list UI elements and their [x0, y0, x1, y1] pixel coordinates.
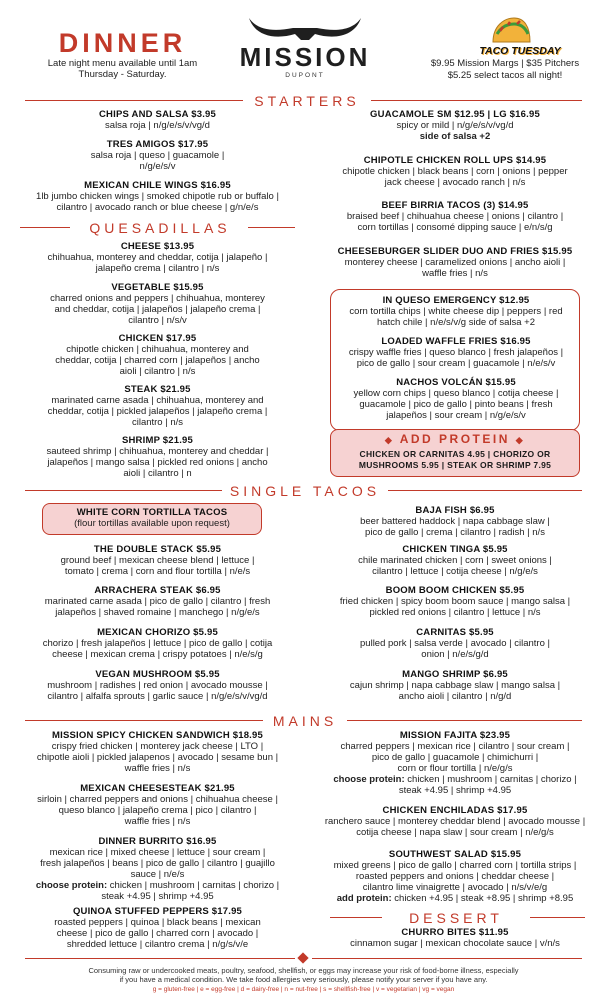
section-starters: [25, 93, 582, 107]
item-desc: jalapeños | shaved romaine | manchego | n/g/e/s: [55, 607, 260, 618]
dietary-legend: g = gluten-free | e = egg-free | d = dairy-free | n = nut-free | s = shellfish-free | v = vegetarian | vg = vegan: [152, 986, 455, 993]
section-title: QUESADILLAS: [89, 220, 231, 236]
item-desc: roasted peppers and onions | cheddar cheese |: [355, 871, 555, 882]
item-name: LOADED WAFFLE FRIES $16.95: [381, 336, 531, 347]
choose-options: chicken | mushroom | carnitas | chorizo |: [107, 880, 280, 891]
item-name: ARRACHERA STEAK $6.95: [94, 585, 221, 596]
item-desc: corn tortilla chips | white cheese dip | peppers | red: [349, 306, 563, 317]
item-desc: chile marinated chicken | corn | sweet onions |: [358, 555, 552, 566]
item-desc: tomato | crema | corn and flour tortilla | n/e/s: [64, 566, 251, 577]
item-desc: waffle fries | n/s: [124, 763, 191, 774]
item-desc: shredded lettuce | cilantro crema | n/g/s/v/e: [66, 939, 249, 950]
footer-divider-right: [312, 958, 582, 959]
item-desc: fried chicken | spicy boom boom sauce | mango salsa |: [339, 596, 571, 607]
choose-options-line2: steak +4.95 | shrimp +4.95: [398, 785, 512, 796]
choose-options-line2: steak +4.95 | shrimp +4.95: [101, 891, 214, 902]
tortilla-note-sub: (flour tortillas available upon request): [74, 518, 230, 529]
menu-item: [15, 906, 300, 950]
choose-label: add protein:: [336, 893, 392, 904]
item-desc: corn or flour tortilla | n/e/g/s: [397, 763, 513, 774]
menu-item: [315, 544, 595, 577]
item-desc: cheddar, cotija | charred corn | jalapeños | ancho: [55, 355, 260, 366]
item-desc: cilantro | alfalfa sprouts | garlic sauce | n/g/e/s/v/vg/d: [47, 691, 268, 702]
taco-icon: [490, 14, 532, 46]
item-name: CHURRO BITES $11.95: [401, 927, 509, 938]
item-desc: crispy waffle fries | queso blanco | fresh jalapeños |: [348, 347, 564, 358]
item-desc: ancho aioli | cilantro | n/g/d: [398, 691, 512, 702]
item-name: MEXICAN CHILE WINGS $16.95: [84, 180, 231, 191]
menu-item: [15, 435, 300, 479]
item-desc: and cheddar, cotija | jalapeños | jalapeño crema |: [54, 304, 261, 315]
item-name: THE DOUBLE STACK $5.95: [93, 544, 222, 555]
item-desc: pulled pork | salsa verde | avocado | cilantro |: [360, 638, 550, 649]
item-desc: jack cheese | avocado ranch | n/s: [384, 177, 526, 188]
item-desc: pico de gallo | guacamole | chimichurri |: [371, 752, 539, 763]
item-desc: ranchero sauce | monterey cheddar blend | avocado mousse |: [324, 816, 586, 827]
item-name: VEGAN MUSHROOM $5.95: [95, 669, 220, 680]
item-desc: cilantro | avocado ranch or blue cheese | g/n/e/s: [56, 202, 259, 213]
menu-item: [315, 200, 595, 233]
item-desc: pico de gallo | sour cream | guacamole | n/e/s/v: [356, 358, 556, 369]
item-desc: cilantro | n/s: [131, 417, 184, 428]
item-name: BOOM BOOM CHICKEN $5.95: [385, 585, 525, 596]
menu-item: [15, 836, 300, 902]
page-title: DINNER: [58, 28, 187, 58]
logo-sub: DUPONT: [285, 72, 325, 79]
item-name: MISSION SPICY CHICKEN SANDWICH $18.95: [52, 730, 263, 741]
item-name: CHICKEN ENCHILADAS $17.95: [382, 805, 528, 816]
tortilla-note: [42, 507, 262, 529]
menu-item: [15, 783, 300, 827]
section-mains: [25, 713, 582, 727]
footer-divider-left: [25, 958, 295, 959]
taco-tuesday-title: TACO TUESDAY: [479, 45, 561, 57]
item-desc: spicy or mild | n/g/e/s/v/vg/d: [396, 120, 514, 131]
item-desc: onion | n/e/s/g/d: [421, 649, 489, 660]
item-desc: n/g/e/s/v: [139, 161, 176, 172]
section-title: MAINS: [272, 713, 338, 729]
item-choose: [15, 880, 300, 891]
tortilla-note-title: WHITE CORN TORTILLA TACOS: [76, 507, 228, 518]
item-desc: cajun shrimp | napa cabbage slaw | mango salsa |: [349, 680, 561, 691]
add-protein-label: ADD PROTEIN: [399, 432, 510, 446]
item-name: MEXICAN CHORIZO $5.95: [97, 627, 218, 638]
taco-tuesday-details: [410, 58, 600, 82]
item-desc: cinnamon sugar | mexican chocolate sauce | v/n/s: [350, 938, 560, 949]
item-desc: charred onions and peppers | chihuahua, monterey: [50, 293, 265, 304]
menu-item: [15, 333, 300, 377]
item-desc: waffle fries | n/s: [124, 816, 191, 827]
item-desc: charred peppers | mexican rice | cilantro | sour cream |: [340, 741, 570, 752]
item-desc: mixed greens | pico de gallo | charred corn | tortilla strips |: [333, 860, 577, 871]
item-name: VEGETABLE $15.95: [111, 282, 204, 293]
item-desc: hatch chile | n/e/s/v/g side of salsa +2: [377, 317, 535, 328]
item-desc: cheese | mexican crema | crispy potatoes | n/e/s/g: [52, 649, 263, 660]
section-title: SINGLE TACOS: [229, 483, 381, 499]
menu-item: [15, 669, 300, 702]
menu-item: [15, 384, 300, 428]
choose-options: chicken | mushroom | carnitas | chorizo |: [404, 774, 577, 785]
add-protein-line2: MUSHROOMS 5.95 | STEAK OR SHRIMP 7.95: [358, 460, 552, 470]
late-night-note: [25, 58, 220, 80]
item-desc: chipotle chicken | chihuahua, monterey and: [66, 344, 249, 355]
menu-item: [315, 927, 595, 949]
menu-item: [15, 180, 300, 213]
section-single-tacos: [25, 483, 582, 497]
late-night-line2: Thursday - Saturday.: [78, 69, 167, 80]
logo-name: MISSION: [239, 42, 371, 72]
item-name: BAJA FISH $6.95: [415, 505, 495, 516]
section-quesadillas: [20, 220, 295, 234]
item-name: SOUTHWEST SALAD $15.95: [388, 849, 522, 860]
choose-label: choose protein:: [35, 880, 108, 891]
item-desc: crispy fried chicken | monterey jack cheese | LTO |: [51, 741, 264, 752]
item-name: MISSION FAJITA $23.95: [399, 730, 511, 741]
item-desc: beer battered haddock | napa cabbage slaw |: [360, 516, 550, 527]
add-protein-options: [330, 449, 580, 471]
item-desc: jalapeños | sour cream | n/g/e/s/v: [386, 410, 526, 421]
item-name: SHRIMP $21.95: [121, 435, 194, 446]
item-desc: sirloin | charred peppers and onions | chihuahua cheese |: [37, 794, 278, 805]
item-desc: aioli | cilantro | n: [123, 468, 192, 479]
item-name: MEXICAN CHEESESTEAK $21.95: [80, 783, 235, 794]
item-desc: pico de gallo | crema | cilantro | radish | n/s: [365, 527, 545, 538]
item-desc: cotija cheese | napa slaw | sour cream | n/e/g/s: [356, 827, 554, 838]
menu-item: [332, 336, 580, 369]
menu-item: [315, 246, 595, 279]
item-name: CHIPS AND SALSA $3.95: [99, 109, 216, 120]
item-desc: 1lb jumbo chicken wings | smoked chipotle rub or buffalo |: [36, 191, 279, 202]
item-extra: side of salsa +2: [419, 131, 491, 142]
item-name: QUINOA STUFFED PEPPERS $17.95: [72, 906, 243, 917]
menu-item: [315, 627, 595, 660]
item-desc: chorizo | fresh jalapeños | lettuce | pico de gallo | cotija: [42, 638, 273, 649]
section-dessert: [330, 910, 585, 924]
menu-item: [15, 282, 300, 326]
add-protein-line1: CHICKEN OR CARNITAS 4.95 | CHORIZO OR: [359, 449, 551, 459]
menu-item: [315, 109, 595, 142]
item-choose: [315, 893, 595, 904]
disclaimer-line1: Consuming raw or undercooked meats, poultry, seafood, shellfish, or eggs may increase your risk of food-borne illness, especially: [88, 966, 519, 975]
item-name: CHICKEN $17.95: [118, 333, 197, 344]
late-night-line1: Late night menu available until 1am: [47, 58, 198, 69]
item-desc: aioli | cilantro | n/s: [119, 366, 196, 377]
item-desc: chihuahua, monterey and cheddar, cotija | jalapeño |: [47, 252, 268, 263]
item-name: DINNER BURRITO $16.95: [98, 836, 217, 847]
item-desc: sauce | n/e/s: [130, 869, 185, 880]
item-desc: sauteed shrimp | chihuahua, monterey and cheddar |: [46, 446, 269, 457]
menu-item: [332, 377, 580, 421]
item-desc: chipotle chicken | black beans | corn | onions | pepper: [342, 166, 568, 177]
item-name: STEAK $21.95: [124, 384, 191, 395]
item-desc: fresh jalapeños | beans | pico de gallo | cilantro | guajillo: [40, 858, 275, 869]
diamond-icon: [297, 952, 308, 963]
menu-item: [15, 109, 300, 131]
menu-item: [315, 849, 595, 904]
item-name: IN QUESO EMERGENCY $12.95: [382, 295, 530, 306]
item-desc: salsa roja | n/g/e/s/v/vg/d: [105, 120, 210, 131]
item-name: CHEESE $13.95: [120, 241, 195, 252]
menu-item: [315, 669, 595, 702]
item-desc: waffle fries | n/s: [422, 268, 488, 279]
item-desc: chipotle aioli | pickled jalapenos | avocado | sesame bun |: [36, 752, 279, 763]
section-title: STARTERS: [254, 93, 360, 109]
menu-item: [315, 730, 595, 796]
item-desc: braised beef | chihuahua cheese | onions | cilantro |: [346, 211, 564, 222]
add-protein-title: ◆ ADD PROTEIN ◆: [384, 432, 526, 446]
item-desc: guacamole | pico de gallo | pinto beans | fresh: [359, 399, 553, 410]
menu-item: [15, 585, 300, 618]
item-desc: mushroom | radishes | red onion | avocado mousse |: [47, 680, 268, 691]
menu-item: [15, 627, 300, 660]
item-desc: yellow corn chips | queso blanco | cotija cheese |: [353, 388, 559, 399]
disclaimer-line2: if you have a medical condition. We take food allergies very seriously, please notify your server if you have any.: [119, 975, 488, 984]
item-name: NACHOS VOLCÁN $15.95: [396, 377, 516, 388]
item-desc: jalapeños | mango salsa | pickled red onions | ancho: [47, 457, 268, 468]
item-desc: ground beef | mexican cheese blend | lettuce |: [60, 555, 255, 566]
menu-item: [315, 805, 595, 838]
item-name: CHEESEBURGER SLIDER DUO AND FRIES $15.95: [337, 246, 573, 257]
item-name: MANGO SHRIMP $6.95: [402, 669, 508, 680]
item-desc: jalapeño crema | cilantro | n/s: [95, 263, 220, 274]
item-desc: cheddar, cotija | pickled jalapeños | jalapeño crema |: [47, 406, 268, 417]
menu-item: [315, 155, 595, 188]
item-desc: monterey cheese | caramelized onions | ancho aioli |: [344, 257, 566, 268]
item-name: BEEF BIRRIA TACOS (3) $14.95: [381, 200, 529, 211]
item-name: CHICKEN TINGA $5.95: [402, 544, 508, 555]
item-desc: cilantro | lettuce | cotija cheese | n/g/e/s: [372, 566, 538, 577]
menu-item: [15, 139, 300, 172]
item-name: CARNITAS $5.95: [416, 627, 494, 638]
item-choose: [315, 774, 595, 785]
item-desc: pickled red onions | cilantro | lettuce | n/s: [369, 607, 541, 618]
item-desc: mexican rice | mixed cheese | lettuce | sour cream |: [49, 847, 266, 858]
item-desc: cheese | pico de gallo | charred corn | avocado |: [56, 928, 259, 939]
allergy-disclaimer: [10, 966, 597, 984]
menu-item: [15, 544, 300, 577]
menu-item: [15, 241, 300, 274]
item-desc: cilantro lime vinaigrette | avocado | n/s/v/e/g: [362, 882, 548, 893]
item-desc: cilantro | n/s/v: [128, 315, 187, 326]
choose-label: choose protein:: [333, 774, 405, 785]
taco-tuesday-line1: $9.95 Mission Margs | $35 Pitchers: [430, 58, 580, 69]
item-desc: salsa roja | queso | guacamole |: [90, 150, 225, 161]
menu-item: [332, 295, 580, 328]
item-desc: marinated carne asada | chihuahua, monterey and: [51, 395, 264, 406]
menu-item: [15, 730, 300, 774]
menu-item: [315, 585, 595, 618]
item-name: CHIPOTLE CHICKEN ROLL UPS $14.95: [363, 155, 547, 166]
item-desc: queso blanco | jalapeño crema | pico | cilantro |: [58, 805, 257, 816]
section-title: DESSERT: [409, 910, 503, 926]
taco-tuesday-line2: $5.25 select tacos all night!: [447, 70, 563, 81]
menu-item: [315, 505, 595, 538]
item-desc: corn tortillas | consomé dipping sauce | e/n/s/g: [357, 222, 553, 233]
item-name: GUACAMOLE SM $12.95 | LG $16.95: [370, 109, 540, 120]
item-desc: marinated carne asada | pico de gallo | cilantro | fresh: [44, 596, 271, 607]
choose-options: chicken +4.95 | steak +8.95 | shrimp +8.95: [391, 893, 574, 904]
item-desc: roasted peppers | quinoa | black beans | mexican: [54, 917, 261, 928]
item-name: TRES AMIGOS $17.95: [106, 139, 209, 150]
